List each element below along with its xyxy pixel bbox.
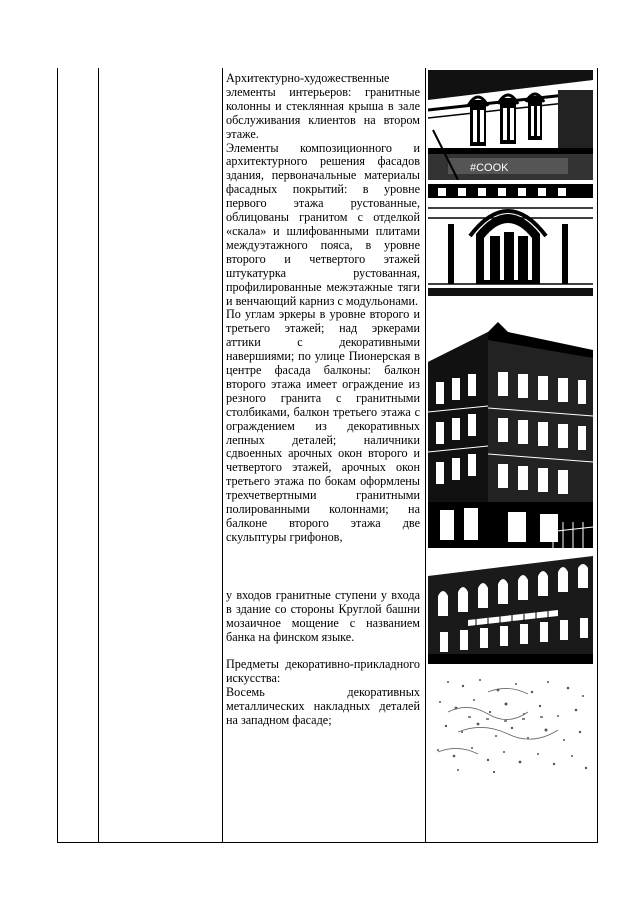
paragraph-bay-windows: По углам эркеры в уровне второго и третьего этажей; над эркерами аттики с декоративными навершиями; по улице Пионерская в центре фасада балконы: балкон второго этажа имеет ограждение из резного гранита с гранитными столбиками, балкон третьего этажа с ограждением из декоративных лепных деталей; наличники сдвоенных арочных окон второго и четвертого этажей, арочных окон третьего этажа по бокам оформлены трехчетвертными гранитными полированными колоннами; на балконе второго этажа две скульптуры грифонов,	[226, 307, 420, 544]
table-column-divider-2	[222, 68, 223, 842]
table-border-right	[597, 68, 598, 842]
table-column-divider-3	[425, 68, 426, 842]
photo-mosaic-pavement	[428, 672, 593, 778]
paragraph-interiors: Архитектурно-художественные элементы интерьеров: гранитные колонны и стеклянная крыша в зале обслуживания клиентов на втором этаже.	[226, 71, 420, 141]
table-bottom-border	[57, 842, 598, 843]
paragraph-facade-materials: Элементы композиционного и архитектурного решения фасадов здания, первоначальные материалы фасадных покрытий: в уровне первого этажа рустованные, облицованы гранитом с отделкой «скала» и шлифованными плитами междуэтажного пояса, в уровне второго и четвертого этажей штукатурка рустованная, профилированные межэтажные тяги и венчающий карниз с модульонами.	[226, 140, 420, 308]
photo-balcony-facade	[428, 556, 593, 664]
description-text	[226, 72, 420, 728]
facade-sign-text: #COOK	[470, 162, 509, 174]
photo-corner-tower	[428, 322, 593, 548]
paragraph-entrances: у входов гранитные ступени у входа в здание со стороны Круглой башни мозаичное мощение с названием банка на финском языке.	[226, 587, 420, 644]
photo-upper-facade	[428, 70, 593, 180]
table-column-divider-1	[98, 68, 99, 842]
paragraph-decorative-arts-heading: Предметы декоративно-прикладного искусства:	[226, 657, 420, 686]
paragraph-metal-details: Восемь декоративных металлических накладных деталей на западном фасаде;	[226, 685, 420, 728]
photo-arched-window	[428, 184, 593, 296]
table-border-left	[57, 68, 58, 842]
